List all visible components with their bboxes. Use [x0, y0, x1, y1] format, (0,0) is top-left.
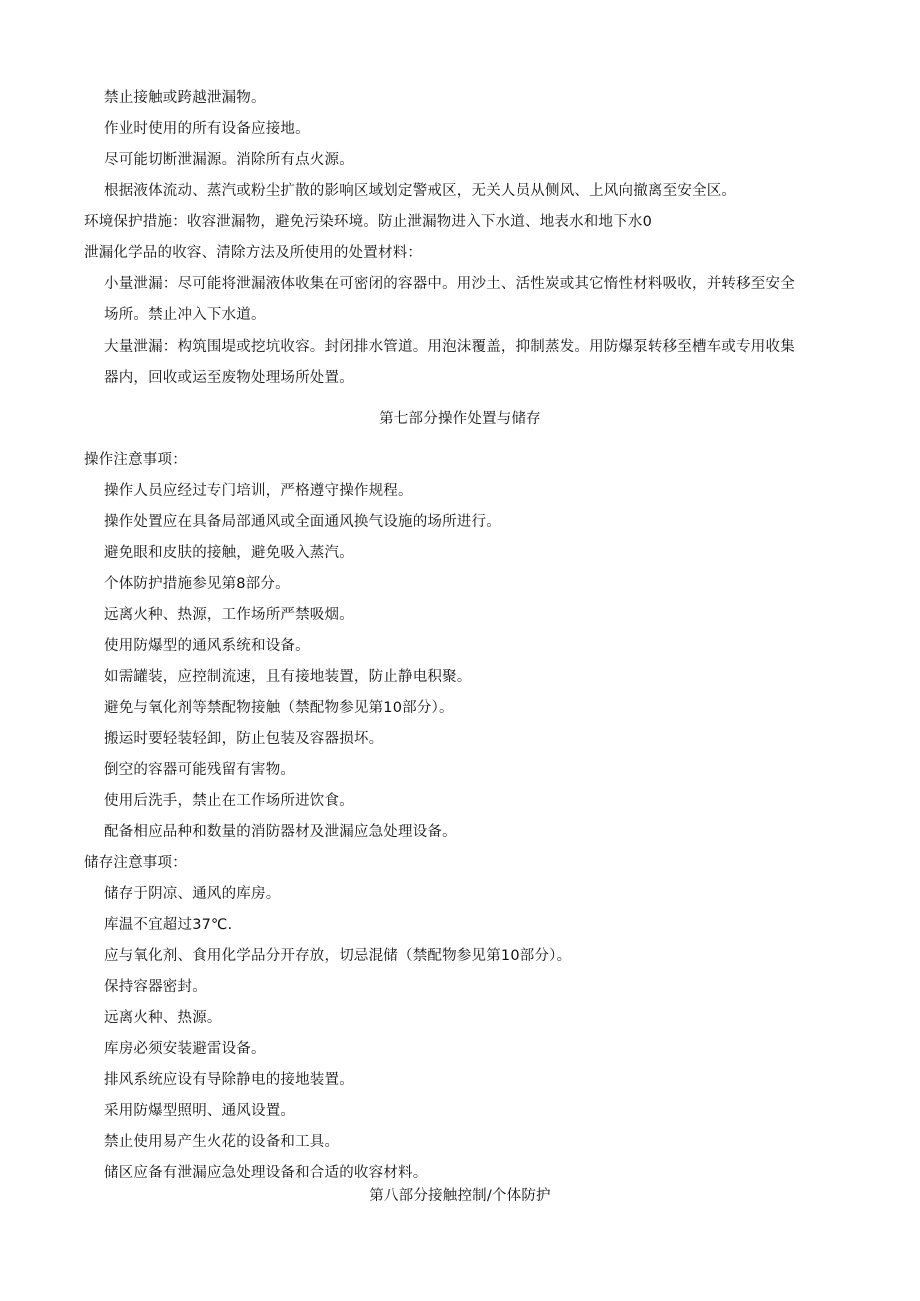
spill-instruction-cut-source: 尽可能切断泄漏源。消除所有点火源。 [104, 152, 354, 168]
storage-item: 库温不宜超过37℃. [104, 917, 233, 933]
spill-instruction-no-contact: 禁止接触或跨越泄漏物。 [104, 90, 266, 106]
storage-item: 远离火种、热源。 [104, 1010, 222, 1026]
environmental-protection-measures: 环境保护措施：收容泄漏物，避免污染环境。防止泄漏物进入下水道、地表水和地下水0 [84, 214, 653, 230]
large-spill-text-1: 大量泄漏：构筑围堤或挖坑收容。封闭排水管道。用泡沫覆盖，抑制蒸发。用防爆泵转移至槽车或专用收集 [104, 339, 795, 355]
spill-instruction-grounding: 作业时使用的所有设备应接地。 [104, 121, 310, 137]
storage-item: 保持容器密封。 [104, 979, 207, 995]
operation-item: 远离火种、热源，工作场所严禁吸烟。 [104, 607, 354, 623]
operation-item: 使用后洗手，禁止在工作场所进饮食。 [104, 793, 354, 809]
storage-item: 储存于阴凉、通风的库房。 [104, 886, 281, 902]
storage-item: 排风系统应设有导除静电的接地装置。 [104, 1072, 354, 1088]
operation-item: 搬运时要轻装轻卸，防止包装及容器损坏。 [104, 731, 384, 747]
operation-item: 避免与氧化剂等禁配物接触（禁配物参见第10部分）。 [104, 700, 454, 716]
storage-item: 储区应备有泄漏应急处理设备和合适的收容材料。 [104, 1165, 428, 1181]
storage-precautions-heading: 储存注意事项： [84, 855, 187, 871]
storage-item: 应与氧化剂、食用化学品分开存放，切忌混储（禁配物参见第10部分）。 [104, 948, 572, 964]
operation-item: 如需罐装，应控制流速，且有接地装置，防止静电积聚。 [104, 669, 472, 685]
section8-title: 第八部分接触控制/个体防护 [369, 1188, 551, 1204]
operation-item: 倒空的容器可能残留有害物。 [104, 762, 296, 778]
containment-methods-heading: 泄漏化学品的收容、清除方法及所使用的处置材料： [84, 245, 423, 261]
operation-item: 配备相应品种和数量的消防器材及泄漏应急处理设备。 [104, 824, 457, 840]
large-spill-text-2: 器内，回收或运至废物处理场所处置。 [104, 370, 354, 386]
operation-item: 操作人员应经过专门培训，严格遵守操作规程。 [104, 483, 413, 499]
spill-instruction-warning-zone: 根据液体流动、蒸汽或粉尘扩散的影响区域划定警戒区，无关人员从侧风、上风向撤离至安全区。 [104, 183, 737, 199]
section7-title: 第七部分操作处置与储存 [379, 411, 541, 427]
operation-item: 个体防护措施参见第8部分。 [104, 576, 290, 592]
storage-item: 采用防爆型照明、通风设置。 [104, 1103, 296, 1119]
storage-item: 库房必须安装避雷设备。 [104, 1041, 266, 1057]
operation-item: 操作处置应在具备局部通风或全面通风换气设施的场所进行。 [104, 514, 501, 530]
small-spill-text-1: 小量泄漏：尽可能将泄漏液体收集在可密闭的容器中。用沙土、活性炭或其它惰性材料吸收，并转移至安全 [104, 276, 795, 292]
storage-item: 禁止使用易产生火花的设备和工具。 [104, 1134, 340, 1150]
operation-item: 避免眼和皮肤的接触，避免吸入蒸汽。 [104, 545, 354, 561]
small-spill-text-2: 场所。禁止冲入下水道。 [104, 307, 266, 323]
operation-item: 使用防爆型的通风系统和设备。 [104, 638, 310, 654]
operation-precautions-heading: 操作注意事项： [84, 452, 187, 468]
